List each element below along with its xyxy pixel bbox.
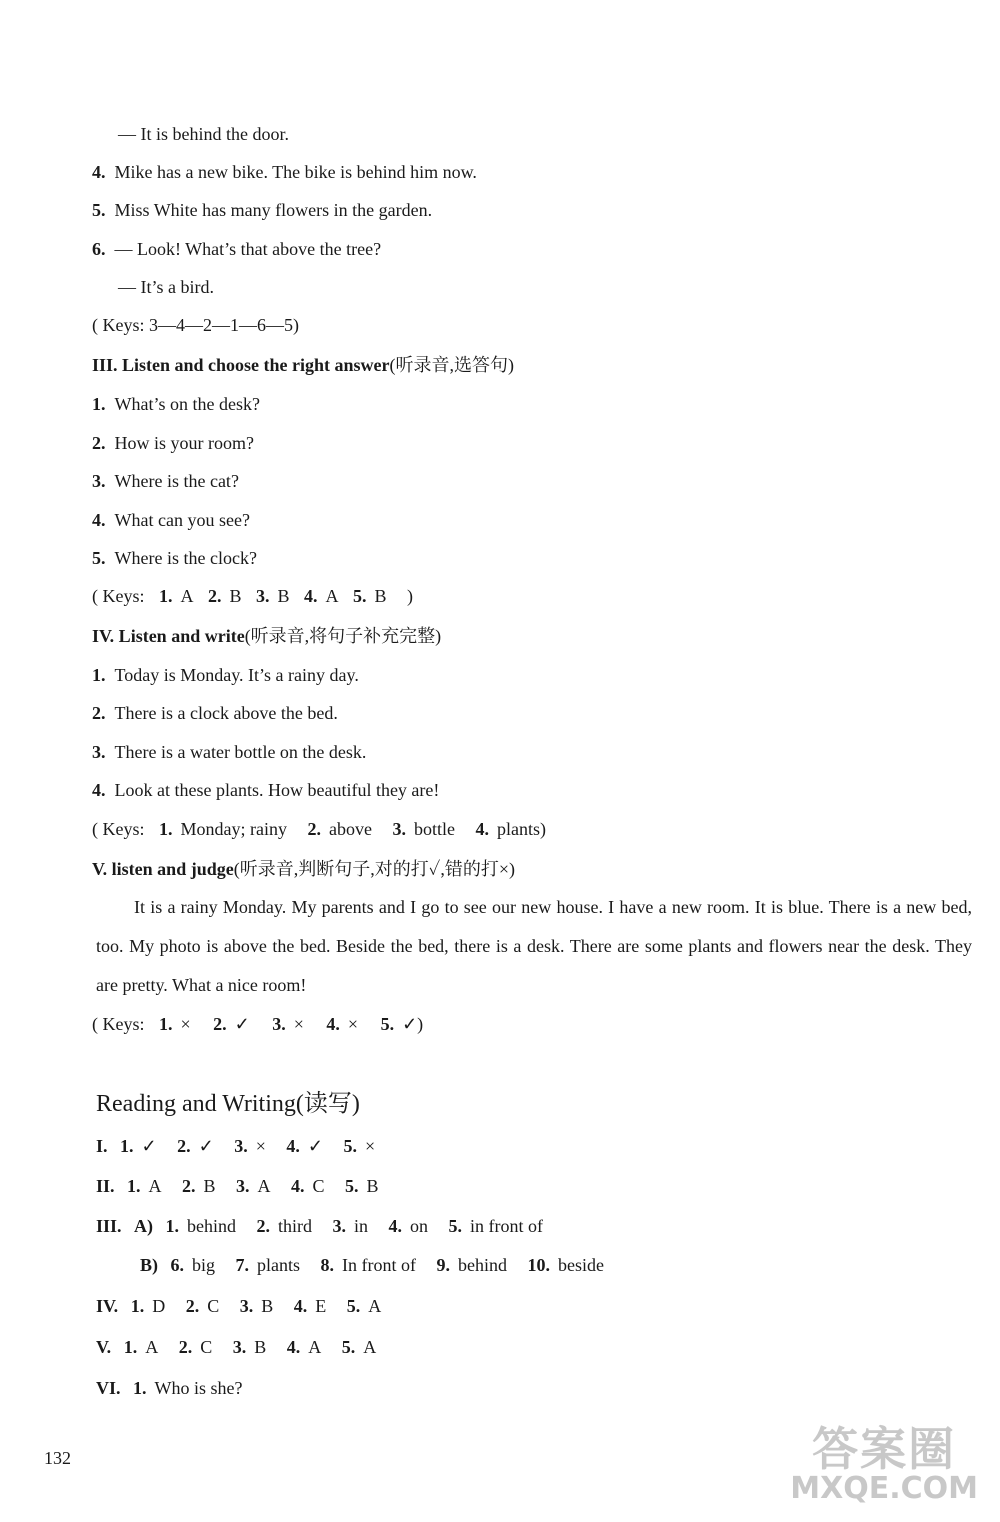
answer-row	[96, 1376, 243, 1400]
keys-suffix: )	[539, 819, 546, 839]
answer-number: 9.	[436, 1255, 450, 1275]
key-number: 1.	[159, 819, 173, 839]
item-number: 3.	[92, 471, 106, 491]
answer-value: B	[203, 1176, 216, 1196]
answer-row	[96, 1335, 376, 1359]
answer-value: ✓	[198, 1136, 214, 1156]
key-value: plants	[496, 819, 540, 839]
answer-number: 5.	[345, 1176, 359, 1196]
answer-number: 1.	[165, 1216, 180, 1236]
item-text: What’s on the desk?	[114, 394, 260, 414]
answer-number: 5.	[346, 1296, 361, 1316]
answer-row	[96, 1174, 379, 1198]
heading-en: IV. Listen and write	[92, 626, 245, 646]
heading-cn: (听录音,将句子补充完整)	[244, 626, 442, 646]
key-number: 2.	[307, 819, 321, 839]
item-text: What can you see?	[114, 510, 250, 530]
keys-prefix: ( Keys:	[92, 819, 145, 839]
answer-number: 5.	[343, 1136, 357, 1156]
answer-value: behind	[187, 1216, 237, 1236]
list-item	[92, 778, 439, 802]
answer-number: 6.	[170, 1255, 184, 1275]
item-number: 5.	[92, 548, 106, 568]
answer-value: Who is she?	[154, 1378, 243, 1398]
heading-en: V. listen and judge	[92, 859, 234, 879]
section-heading	[92, 624, 441, 648]
item-number: 2.	[92, 433, 106, 453]
answer-value: on	[410, 1216, 429, 1236]
item-number: 4.	[92, 780, 106, 800]
key-number: 1.	[159, 1014, 173, 1034]
key-number: 2.	[208, 586, 222, 606]
key-value: Monday; rainy	[180, 819, 287, 839]
key-value: B	[374, 586, 387, 606]
answer-number: 1.	[123, 1337, 138, 1357]
row-label: V.	[96, 1337, 112, 1357]
row-label: I.	[96, 1136, 108, 1156]
key-value: ✓	[402, 1014, 418, 1034]
reading-writing-title: Reading and Writing(读写)	[96, 1091, 360, 1117]
answer-value: C	[200, 1337, 213, 1357]
answer-number: 1.	[130, 1296, 145, 1316]
answer-number: 5.	[448, 1216, 463, 1236]
answer-value: B	[261, 1296, 274, 1316]
answer-value: third	[278, 1216, 313, 1236]
answer-number: 8.	[320, 1255, 335, 1275]
answer-value: A	[148, 1176, 162, 1196]
row-part: A)	[134, 1216, 154, 1236]
item-number: 6.	[92, 239, 106, 259]
answer-value: E	[315, 1296, 327, 1316]
answer-number: 1.	[120, 1136, 134, 1156]
answer-number: 3.	[239, 1296, 254, 1316]
item-number: 2.	[92, 703, 106, 723]
answer-value: big	[192, 1255, 216, 1275]
list-item	[92, 740, 366, 764]
answer-number: 4.	[291, 1176, 305, 1196]
list-item	[92, 508, 250, 532]
item-text: There is a clock above the bed.	[114, 703, 338, 723]
row-label: IV.	[96, 1296, 119, 1316]
item-number: 4.	[92, 510, 106, 530]
heading-cn: (听录音,选答句)	[389, 355, 515, 375]
answer-number: 7.	[235, 1255, 250, 1275]
answer-line: — It is behind the door.	[118, 124, 289, 144]
watermark-top: 答案圈	[812, 1422, 957, 1476]
answer-row	[140, 1253, 604, 1277]
answer-number: 10.	[527, 1255, 550, 1275]
key-value: above	[328, 819, 372, 839]
answer-value: ✓	[141, 1136, 157, 1156]
key-number: 4.	[304, 586, 318, 606]
item-text: Where is the cat?	[114, 471, 239, 491]
item-text: Look at these plants. How beautiful they are!	[114, 780, 440, 800]
heading-en: III. Listen and choose the right answer	[92, 355, 390, 375]
answer-value: D	[152, 1296, 166, 1316]
item-number: 1.	[92, 394, 106, 414]
answer-number: 5.	[341, 1337, 356, 1357]
keys-prefix: ( Keys:	[92, 1014, 145, 1034]
item-text: — Look! What’s that above the tree?	[114, 239, 382, 259]
answer-value: in	[354, 1216, 369, 1236]
row-label: II.	[96, 1176, 115, 1196]
answer-number: 2.	[177, 1136, 191, 1156]
answer-value: beside	[558, 1255, 604, 1275]
key-number: 3.	[392, 819, 406, 839]
keys-line	[92, 1012, 423, 1036]
watermark-logo	[790, 1422, 978, 1506]
key-number: 5.	[380, 1014, 395, 1034]
answer-value: C	[312, 1176, 325, 1196]
key-number: 2.	[213, 1014, 227, 1034]
answer-row	[96, 1214, 543, 1238]
key-number: 3.	[256, 586, 270, 606]
item-number: 4.	[92, 162, 106, 182]
answer-number: 2.	[178, 1337, 193, 1357]
answer-number: 2.	[185, 1296, 200, 1316]
watermark-bottom: MXQE.COM	[790, 1471, 978, 1506]
key-value: B	[277, 586, 290, 606]
answer-value: plants	[257, 1255, 301, 1275]
item-text: Mike has a new bike. The bike is behind him now.	[114, 162, 477, 182]
answer-row	[96, 1134, 375, 1158]
answer-value: A	[368, 1296, 382, 1316]
list-item	[92, 663, 359, 687]
section-heading	[92, 353, 514, 377]
key-number: 1.	[159, 586, 173, 606]
key-value: A	[325, 586, 339, 606]
keys-line	[92, 817, 546, 841]
list-item	[92, 431, 254, 455]
item-number: 5.	[92, 200, 106, 220]
item-text: Where is the clock?	[114, 548, 257, 568]
item-text: Miss White has many flowers in the garden.	[114, 200, 433, 220]
keys-line: ( Keys: 3—4—2—1—6—5)	[92, 315, 299, 335]
answer-row	[96, 1294, 381, 1318]
answer-value: A	[363, 1337, 377, 1357]
answer-value: B	[366, 1176, 379, 1196]
answer-number: 2.	[182, 1176, 196, 1196]
answer-value: ✓	[307, 1136, 323, 1156]
row-label: III.	[96, 1216, 122, 1236]
list-item	[92, 160, 477, 184]
item-number: 1.	[92, 665, 106, 685]
row-label: VI.	[96, 1378, 121, 1398]
answer-number: 3.	[232, 1337, 247, 1357]
passage-paragraph: It is a rainy Monday. My parents and I go to see our new house. I have a new room. It is blue. There is a new bed, too. My photo is above the bed. Beside the bed, there is a desk. There are some plants and flowers near the desk. They are pretty. What a nice room!	[96, 897, 972, 995]
row-part: B)	[140, 1255, 158, 1275]
answer-value: A	[257, 1176, 271, 1196]
keys-prefix: ( Keys:	[92, 586, 145, 606]
key-value: A	[180, 586, 194, 606]
answer-value: C	[207, 1296, 220, 1316]
key-number: 4.	[475, 819, 489, 839]
answer-value: ×	[255, 1136, 266, 1156]
list-item	[92, 198, 432, 222]
answer-number: 4.	[286, 1136, 300, 1156]
answer-number: 3.	[236, 1176, 250, 1196]
item-text: Today is Monday. It’s a rainy day.	[114, 665, 359, 685]
key-value: B	[229, 586, 242, 606]
answer-number: 1.	[127, 1176, 141, 1196]
answer-value: behind	[458, 1255, 507, 1275]
item-text: How is your room?	[114, 433, 254, 453]
keys-suffix: )	[407, 586, 414, 606]
answer-line: — It’s a bird.	[118, 277, 214, 297]
keys-suffix: )	[417, 1014, 424, 1034]
page-number: 132	[44, 1448, 71, 1468]
list-item	[92, 392, 260, 416]
key-value: ×	[347, 1014, 359, 1034]
answer-value: A	[308, 1337, 322, 1357]
item-number: 3.	[92, 742, 106, 762]
keys-line	[92, 584, 413, 608]
key-value: bottle	[413, 819, 455, 839]
item-text: There is a water bottle on the desk.	[114, 742, 367, 762]
key-number: 5.	[353, 586, 367, 606]
key-number: 3.	[272, 1014, 286, 1034]
answer-number: 4.	[388, 1216, 403, 1236]
answer-value: ×	[364, 1136, 376, 1156]
answer-value: in front of	[470, 1216, 544, 1236]
answer-value: In front of	[342, 1255, 416, 1275]
answer-number: 3.	[234, 1136, 248, 1156]
answer-number: 1.	[133, 1378, 147, 1398]
answer-number: 3.	[332, 1216, 347, 1236]
key-value: ×	[180, 1014, 191, 1034]
list-item	[92, 469, 239, 493]
list-item	[92, 237, 381, 261]
key-value: ×	[293, 1014, 304, 1034]
section-heading	[92, 857, 515, 881]
list-item	[92, 546, 257, 570]
answer-value: B	[254, 1337, 267, 1357]
key-value: ✓	[234, 1014, 250, 1034]
answer-value: A	[145, 1337, 159, 1357]
answer-number: 2.	[256, 1216, 271, 1236]
list-item	[92, 701, 338, 725]
key-number: 4.	[326, 1014, 340, 1034]
answer-number: 4.	[286, 1337, 301, 1357]
heading-cn: (听录音,判断句子,对的打✓,错的打×)	[233, 859, 515, 879]
answer-number: 4.	[293, 1296, 308, 1316]
